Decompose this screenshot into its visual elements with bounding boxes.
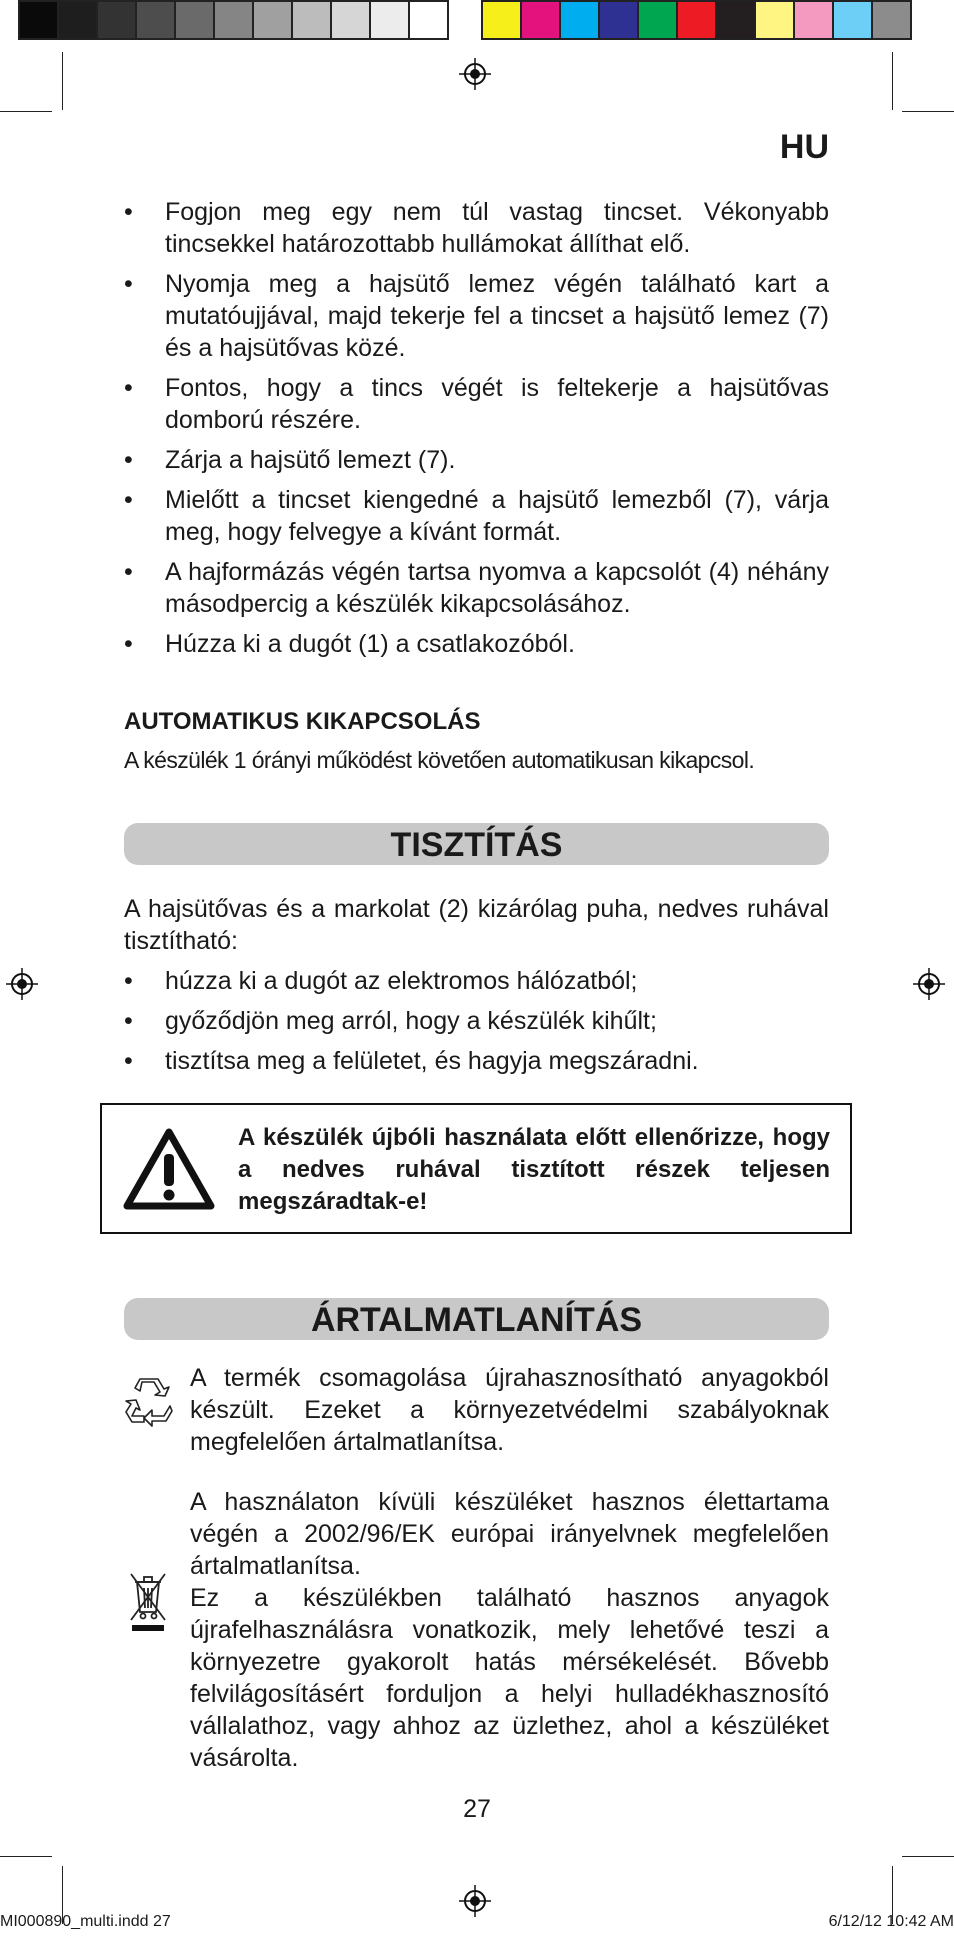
list-item-text: Fontos, hogy a tincs végét is feltekerje a hajsütővas domború részére. [165, 374, 829, 434]
list-item-text: Fogjon meg egy nem túl vastag tincset. Vékonyabb tincsekkel határozottabb hullámokat állíthat elő. [165, 198, 829, 258]
color-swatch [793, 0, 834, 40]
registration-mark-icon [459, 1885, 491, 1917]
list-item-text: A hajformázás végén tartsa nyomva a kapcsolót (4) néhány másodpercig a készülék kikapcsolásához. [165, 558, 829, 618]
color-swatch [676, 0, 717, 40]
bullet-icon: • [124, 446, 133, 474]
list-item-text: tisztítsa meg a felületet, és hagyja megszáradni. [165, 1047, 699, 1075]
auto-off-title: AUTOMATIKUS KIKAPCSOLÁS [124, 708, 481, 735]
crop-mark [0, 1856, 52, 1857]
color-swatch [832, 0, 873, 40]
device-disposal-note [190, 1486, 829, 1774]
registration-mark-icon [459, 58, 491, 90]
registration-mark-icon [6, 968, 38, 1000]
crop-mark [902, 1856, 954, 1857]
color-swatch [481, 0, 522, 40]
list-item [124, 372, 829, 436]
crossed-bin-icon [127, 1570, 169, 1632]
color-swatch [715, 0, 756, 40]
warning-triangle-icon [121, 1126, 217, 1212]
auto-off-section [124, 706, 829, 776]
color-swatch [135, 0, 176, 40]
list-item [124, 1005, 829, 1037]
cleaning-intro: A hajsütővas és a markolat (2) kizárólag puha, nedves ruhával tisztítható: [124, 895, 829, 955]
color-swatch [291, 0, 332, 40]
list-item-text: Húzza ki a dugót (1) a csatlakozóból. [165, 630, 575, 658]
packaging-text: A termék csomagolása újrahasznosítható anyagokból készült. Ezeket a környezetvédelmi szabályoknak megfelelően ártalmatlanítsa. [190, 1364, 829, 1456]
color-swatch [96, 0, 137, 40]
footer-timestamp: 6/12/12 10:42 AM [828, 1913, 954, 1930]
color-swatch [18, 0, 59, 40]
list-item [124, 1045, 829, 1077]
bullet-icon: • [124, 1007, 133, 1035]
crop-mark [62, 52, 63, 110]
color-swatch [213, 0, 254, 40]
bullet-icon: • [124, 270, 133, 298]
color-swatch [330, 0, 371, 40]
list-item [124, 965, 829, 997]
device-disposal-text-1: A használaton kívüli készüléket hasznos élettartama végén a 2002/96/EK európai irányelvnek megfelelően ártalmatlanítsa. [190, 1488, 829, 1580]
footer-filename: MI000890_multi.indd 27 [0, 1913, 171, 1930]
color-swatch [57, 0, 98, 40]
color-swatch [408, 0, 449, 40]
bullet-icon: • [124, 486, 133, 514]
page-number: 27 [463, 1795, 491, 1823]
list-item [124, 268, 829, 364]
recycle-icon [122, 1376, 174, 1428]
device-disposal-text-2: Ez a készülékben található hasznos anyagok újrafelhasználásra vonatkozik, mely lehetővé teszi a környezetre gyakorolt hatás mérsékelését. Bővebb felvilágosításért forduljon a helyi hulladékhasznosító vállalathoz, vagy ahhoz az üzlethez, ahol a készüléket vásárolta. [190, 1584, 829, 1772]
list-item [124, 444, 829, 476]
disposal-heading: ÁRTALMATLANÍTÁS [124, 1298, 829, 1340]
cleaning-heading: TISZTÍTÁS [124, 823, 829, 865]
list-item [124, 628, 829, 660]
list-item-text: Zárja a hajsütő lemezt (7). [165, 446, 456, 474]
list-item-text: húzza ki a dugót az elektromos hálózatból; [165, 967, 638, 995]
cmyk-color-bar [481, 0, 910, 44]
crop-mark [902, 111, 954, 112]
list-item [124, 196, 829, 260]
color-swatch [871, 0, 912, 40]
color-swatch [637, 0, 678, 40]
bullet-icon: • [124, 558, 133, 586]
bullet-icon: • [124, 967, 133, 995]
language-code: HU [779, 128, 829, 166]
warning-box [100, 1103, 852, 1234]
color-swatch [754, 0, 795, 40]
cleaning-section [124, 893, 829, 1085]
list-item [124, 484, 829, 548]
list-item-text: győződjön meg arról, hogy a készülék kihűlt; [165, 1007, 657, 1035]
auto-off-text: A készülék 1 órányi működést követően automatikusan kikapcsol. [124, 747, 755, 773]
bullet-icon: • [124, 198, 133, 226]
color-swatch [174, 0, 215, 40]
registration-mark-icon [913, 968, 945, 1000]
bullet-icon: • [124, 1047, 133, 1075]
packaging-note [190, 1362, 829, 1458]
bullet-icon: • [124, 630, 133, 658]
list-item-text: Mielőtt a tincset kiengedné a hajsütő lemezből (7), várja meg, hogy felvegye a kívánt formát. [165, 486, 829, 546]
warning-text: A készülék újbóli használata előtt ellenőrizze, hogy a nedves ruhával tisztított részek teljesen megszáradtak-e! [238, 1124, 830, 1215]
color-swatch [559, 0, 600, 40]
color-swatch [252, 0, 293, 40]
instruction-list [124, 196, 829, 668]
list-item [124, 556, 829, 620]
list-item-text: Nyomja meg a hajsütő lemez végén található kart a mutatóujjával, majd tekerje fel a tincset a hajsütő lemez (7) és a hajsütővas közé. [165, 270, 829, 362]
color-swatch [520, 0, 561, 40]
crop-mark [0, 111, 52, 112]
crop-mark [892, 52, 893, 110]
color-swatch [598, 0, 639, 40]
grayscale-color-bar [18, 0, 447, 44]
bullet-icon: • [124, 374, 133, 402]
color-swatch [369, 0, 410, 40]
